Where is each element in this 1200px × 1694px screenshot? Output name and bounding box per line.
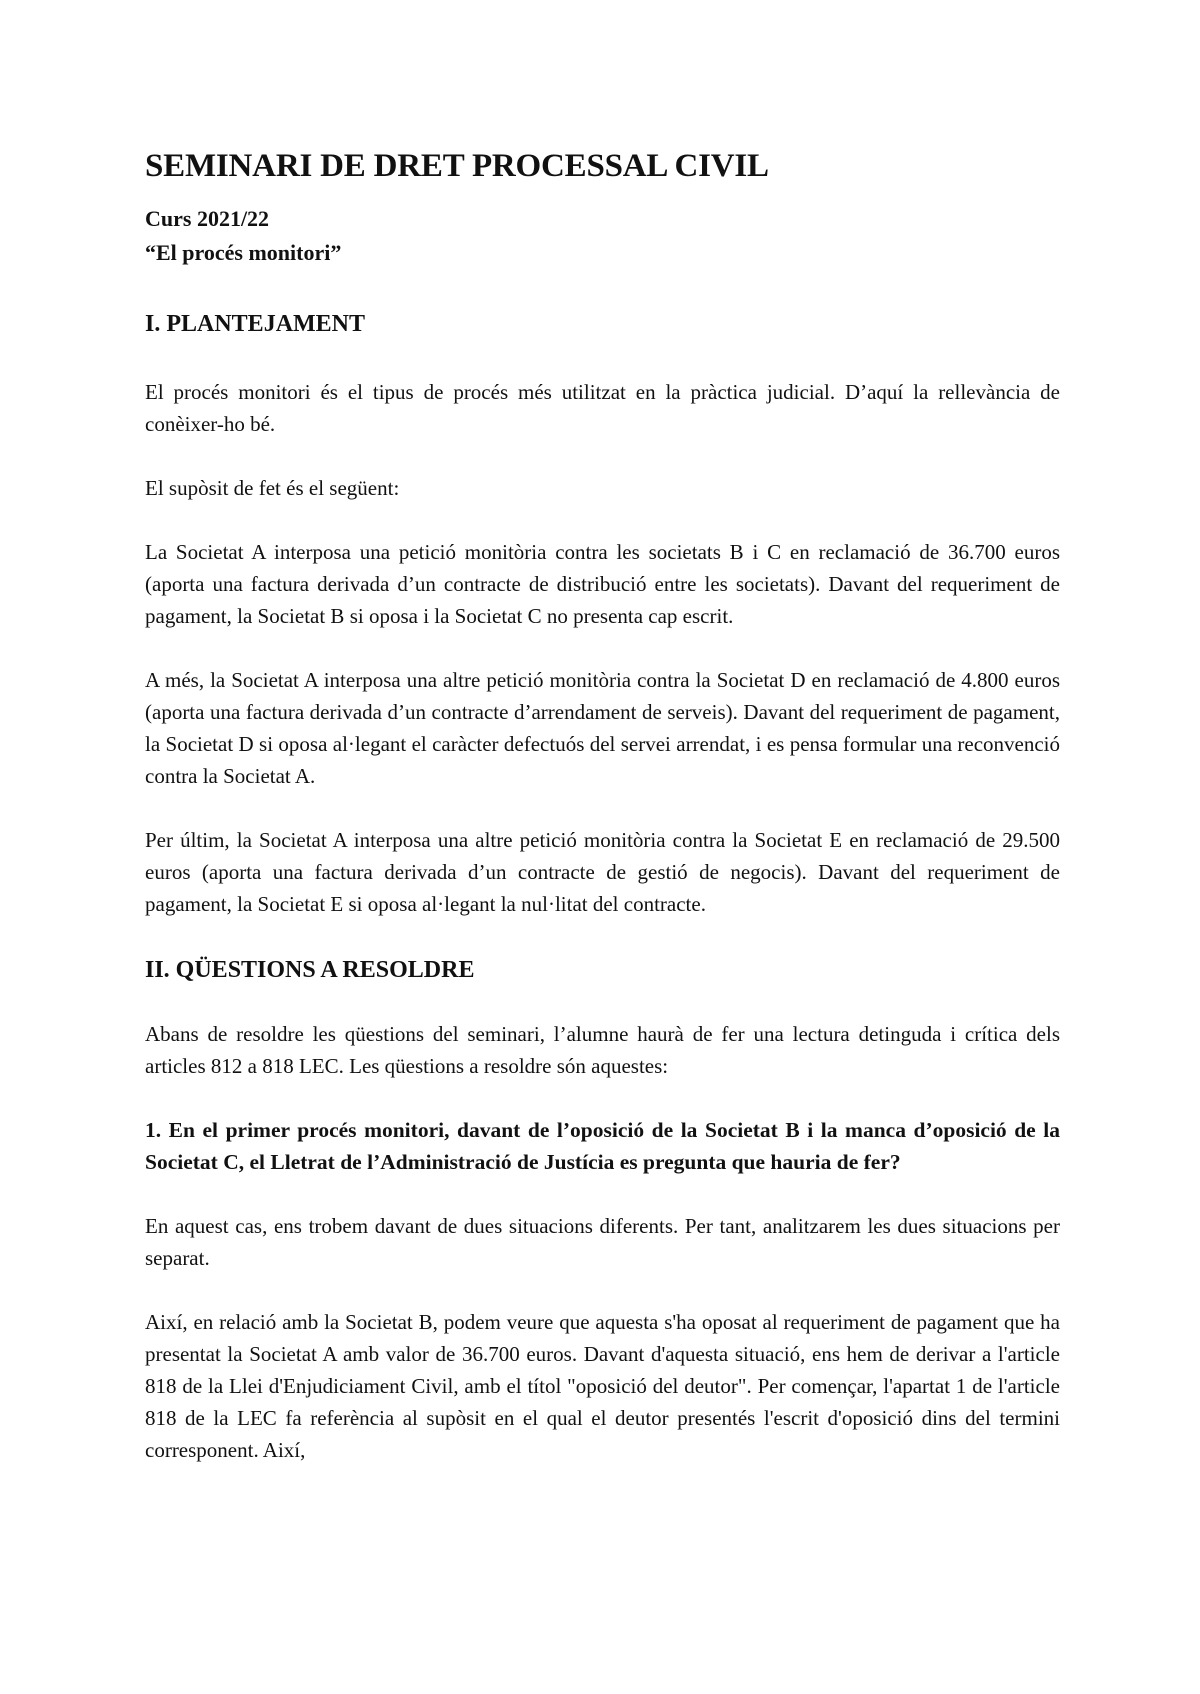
document-title: SEMINARI DE DRET PROCESSAL CIVIL [145, 148, 769, 184]
paragraph: Abans de resoldre les qüestions del seminari, l’alumne haurà de fer una lectura detinguda i crítica dels articles 812 a 818 LEC. Les qüestions a resoldre són aquestes: [145, 1022, 1060, 1078]
course-year: Curs 2021/22 [145, 206, 270, 231]
seminar-topic: “El procés monitori” [145, 240, 342, 265]
paragraph: Per últim, la Societat A interposa una altre petició monitòria contra la Societat E en reclamació de 29.500 euros (aporta una factura derivada d’un contracte de gestió de negocis). Davant del requeriment de pagament, la Societat E si oposa al·legant la nul·litat del contracte. [145, 828, 1060, 916]
question-1: 1. En el primer procés monitori, davant de l’oposició de la Societat B i la manca d’oposició de la Societat C, el Lletrat de l’Administració de Justícia es pregunta que hauria de fer? [145, 1118, 1060, 1174]
section-heading-plantejament: I. PLANTEJAMENT [145, 311, 366, 337]
paragraph: El supòsit de fet és el següent: [145, 476, 400, 500]
paragraph: La Societat A interposa una petició monitòria contra les societats B i C en reclamació de 36.700 euros (aporta una factura derivada d’un contracte de distribució entre les societats). Davant del requeriment de pagament, la Societat B si oposa i la Societat C no presenta cap escrit. [145, 540, 1060, 628]
paragraph: Així, en relació amb la Societat B, podem veure que aquesta s'ha oposat al requeriment de pagament que ha presentat la Societat A amb valor de 36.700 euros. Davant d'aquesta situació, ens hem de derivar a l'article 818 de la Llei d'Enjudiciament Civil, amb el títol "oposició del deutor". Per començar, l'apartat 1 de l'article 818 de la LEC fa referència al supòsit en el qual el deutor presentés l'escrit d'oposició dins del termini corresponent. Així, [145, 1310, 1060, 1462]
paragraph: El procés monitori és el tipus de procés més utilitzat en la pràctica judicial. D’aquí la rellevància de conèixer-ho bé. [145, 380, 1060, 436]
paragraph: En aquest cas, ens trobem davant de dues situacions diferents. Per tant, analitzarem les dues situacions per separat. [145, 1214, 1060, 1270]
section-heading-questions: II. QÜESTIONS A RESOLDRE [145, 957, 475, 983]
paragraph: A més, la Societat A interposa una altre petició monitòria contra la Societat D en reclamació de 4.800 euros (aporta una factura derivada d’un contracte d’arrendament de serveis). Davant del requeriment de pagament, la Societat D si oposa al·legant el caràcter defectuós del servei arrendat, i es pensa formular una reconvenció contra la Societat A. [145, 668, 1060, 788]
